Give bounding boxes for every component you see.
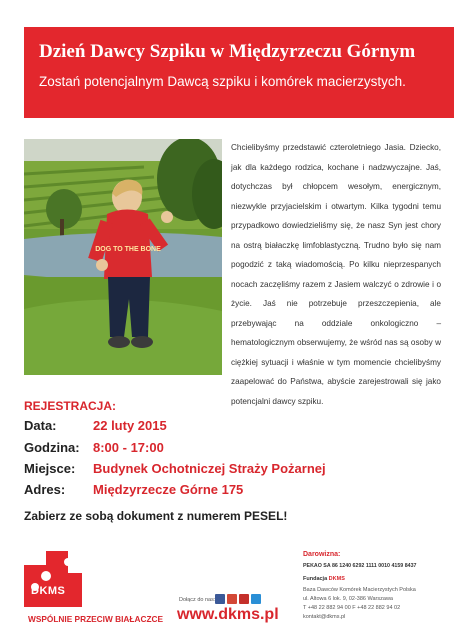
google-plus-icon[interactable] [227, 594, 237, 604]
foundation-name [303, 576, 345, 582]
header-banner [24, 27, 454, 118]
pesel-note: Zabierz ze sobą dokument z numerem PESEL! [24, 509, 288, 523]
dkms-logo [24, 551, 84, 609]
place-value: Budynek Ochotniczej Straży Pożarnej [93, 461, 326, 476]
donations-heading: Darowizna: [303, 551, 341, 558]
date-value: 22 luty 2015 [93, 418, 167, 433]
address-line: ul. Altowa 6 lok. 9, 02-386 Warszawa [303, 596, 393, 602]
bank-account: PEKAO SA 86 1240 6292 1111 0010 4159 8437 [303, 563, 417, 569]
twitter-icon[interactable] [251, 594, 261, 604]
child-photo [24, 139, 222, 375]
page-subtitle: Zostań potencjalnym Dawcą szpiku i komórek macierzystych. [39, 74, 406, 89]
email-link[interactable]: kontakt@dkms.pl [303, 614, 346, 620]
youtube-icon[interactable] [239, 594, 249, 604]
intro-paragraph: Chcielibyśmy przedstawić czteroletniego Jasia. Dziecko, jak dla każdego rodzica, kochane i nadzwyczajne. Jaś, dotychczas był chłopcem wesołym, energicznym, niezwykle przyjacielskim i otwartym. Kilka tygodni temu przypadkowo dowiedzieliśmy się, że nasz Syn jest chory na ostrą białaczkę limfoblastyczną. Trudno było się nam pogodzić z taką wiadomością. Po kilku nieprzespanych nocach zaczęliśmy razem z Jasiem walczyć o zdrowie i o życie. Jaś nie potrzebuje przeszczepienia, ale przebywając na oddziale onkologiczno – hematologicznym obserwujemy, że wśród nas są osoby w ciężkiej sytuacji i właśnie w tym momencie chcielibyśmy zaapelować do Państwa, abyście zarejestrowali się jako potencjalni dawcy szpiku. [231, 143, 441, 406]
place-label: Miejsce: [24, 461, 76, 476]
time-label: Godzina: [24, 440, 80, 455]
slogan: WSPÓLNIE PRZECIW BIAŁACZCE [28, 614, 164, 624]
dkms-logo-mark [24, 551, 84, 609]
registration-heading: REJESTRACJA: [24, 399, 117, 413]
join-us-label: Dołącz do nas: [179, 597, 216, 603]
address-value: Międzyrzecze Górne 175 [93, 482, 244, 497]
phone-line: T +48 22 882 94 00 F +48 22 882 94 02 [303, 605, 401, 611]
address-line: Baza Dawców Komórek Macierzystych Polska [303, 587, 416, 593]
child-photo-illustration [24, 139, 222, 375]
address-label: Adres: [24, 482, 66, 497]
website-link[interactable]: www.dkms.pl [177, 606, 279, 623]
foundation-prefix: Fundacja [303, 576, 329, 582]
date-label: Data: [24, 418, 57, 433]
logo-wordmark: DKMS [31, 585, 66, 597]
page-title: Dzień Dawcy Szpiku w Międzyrzeczu Górnym [39, 41, 416, 62]
foundation-brand: DKMS [328, 576, 345, 582]
time-value: 8:00 - 17:00 [93, 440, 164, 455]
shirt-print: DOG TO THE BONE [95, 246, 161, 253]
facebook-icon[interactable] [215, 594, 225, 604]
